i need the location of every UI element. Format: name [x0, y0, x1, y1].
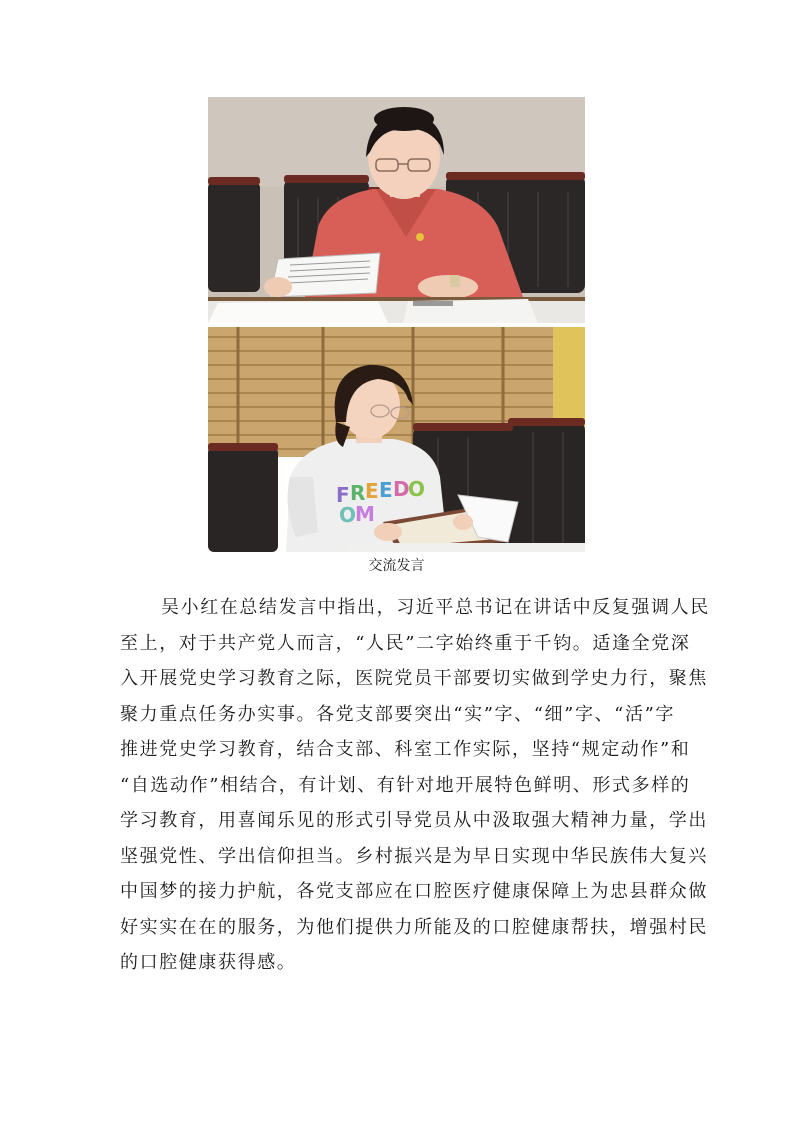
svg-text:M: M	[355, 502, 375, 526]
meeting-photo-2-image	[208, 327, 585, 552]
svg-text:O: O	[408, 477, 426, 501]
paragraph-line: “自选动作”相结合，有计划、有针对地开展特色鲜明、形式多样的	[120, 774, 691, 796]
svg-text:E: E	[365, 479, 379, 503]
svg-text:R: R	[350, 481, 366, 505]
svg-text:F: F	[336, 483, 350, 507]
paragraph-line: 入开展党史学习教育之际，医院党员干部要切实做到学史力行，聚焦	[120, 668, 708, 689]
paragraph-line: 至上，对于共产党人而言，“人民”二字始终重于千钧。适逢全党深	[120, 632, 691, 654]
paragraph-line: 聚力重点任务办实事。各党支部要突出“实”字、“细”字、“活”字	[120, 703, 675, 725]
body-paragraph	[120, 590, 710, 981]
meeting-photo-1-image	[208, 97, 585, 323]
paragraph-line: 推进党史学习教育，结合支部、科室工作实际，坚持“规定动作”和	[120, 739, 691, 760]
meeting-photo-2	[208, 327, 585, 552]
paragraph-line: 的口腔健康获得感。	[120, 952, 297, 973]
paragraph-line: 中国梦的接力护航，各党支部应在口腔医疗健康保障上为忠县群众做	[120, 881, 708, 902]
photo-caption: 交流发言	[368, 558, 425, 574]
paragraph-line: 好实实在在的服务，为他们提供力所能及的口腔健康帮扶，增强村民	[120, 916, 708, 938]
meeting-photo-1	[208, 97, 585, 323]
paragraph-line: 坚强党性、学出信仰担当。乡村振兴是为早日实现中华民族伟大复兴	[120, 845, 708, 867]
paragraph-line: 吴小红在总结发言中指出，习近平总书记在讲话中反复强调人民	[161, 597, 710, 618]
svg-text:O: O	[339, 503, 357, 527]
paragraph-line: 学习教育，用喜闻乐见的形式引导党员从中汲取强大精神力量，学出	[120, 810, 708, 831]
svg-text:E: E	[379, 478, 393, 502]
svg-text:D: D	[393, 477, 410, 501]
